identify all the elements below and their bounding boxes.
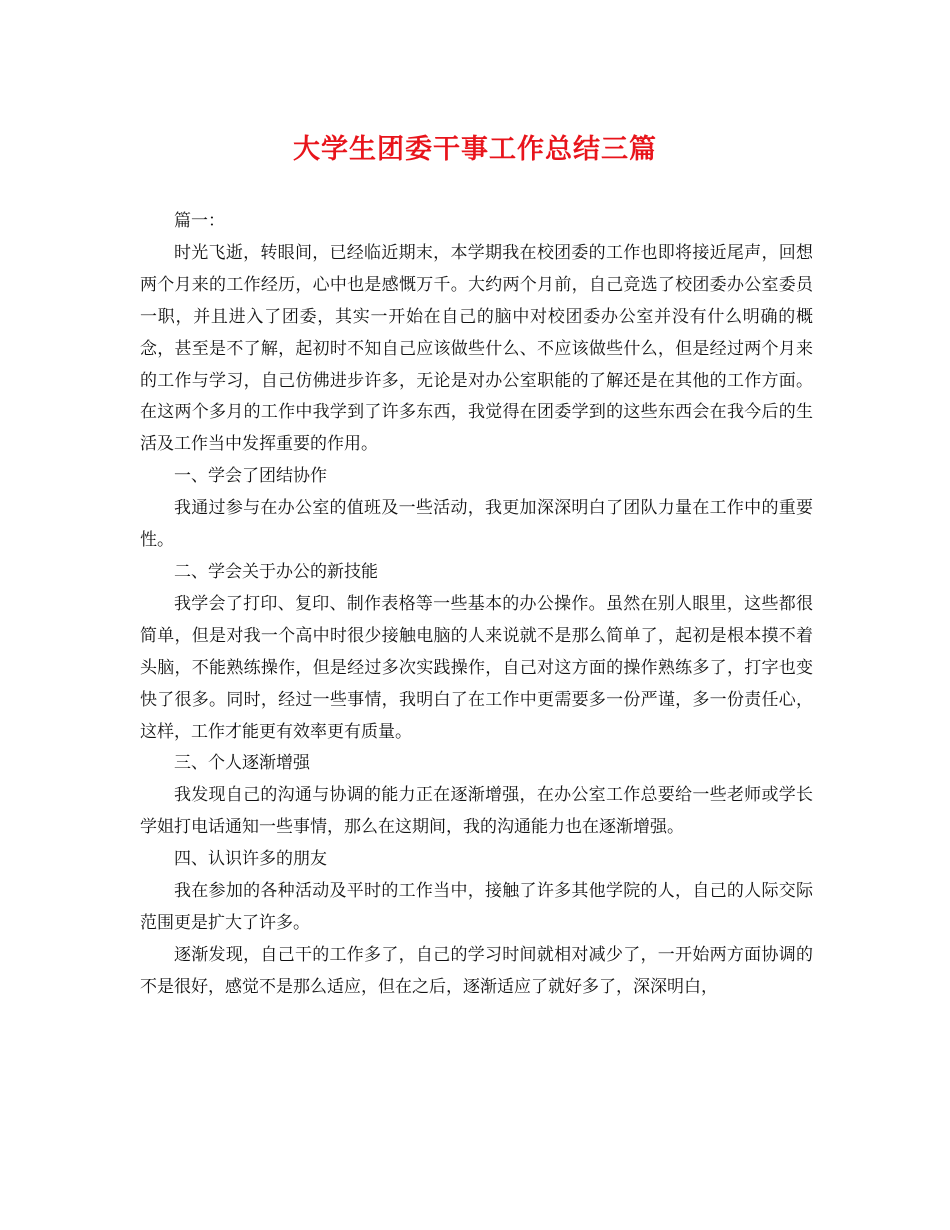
section-heading-personal-growth: 三、个人逐渐增强	[174, 753, 310, 774]
section-heading-teamwork: 一、学会了团结协作	[174, 466, 327, 487]
paragraph-office-skills: 我学会了打印、复印、制作表格等一些基本的办公操作。虽然在别人眼里，这些都很简单，但是对我一个高中时很少接触电脑的人来说就不是那么简单了，起初是根本摸不着头脑，不能熟练操作，但是经过多次实践操作，自己对这方面的操作熟练多了，打字也变快了很多。同时，经过一些事情，我明白了在工作中更需要多一份严谨，多一份责任心，这样，工作才能更有效率更有质量。	[140, 593, 813, 742]
paragraph-balance: 逐渐发现，自己干的工作多了，自己的学习时间就相对减少了，一开始两方面协调的不是很好，感觉不是那么适应，但在之后，逐渐适应了就好多了，深深明白，	[140, 944, 813, 997]
paragraph-heading-part-one: 篇一：	[174, 211, 225, 231]
document-body	[140, 206, 813, 1004]
paragraph-friends: 我在参加的各种活动及平时的工作当中，接触了许多其他学院的人，自己的人际交际范围更是扩大了许多。	[140, 881, 813, 933]
paragraph-intro: 时光飞逝，转眼间，已经临近期末，本学期我在校团委的工作也即将接近尾声，回想两个月来的工作经历，心中也是感慨万千。大约两个月前，自己竞选了校团委办公室委员一职，并且进入了团委，其实一开始在自己的脑中对校团委办公室并没有什么明确的概念，甚至是不了解，起初时不知自己应该做些什么、不应该做些什么，但是经过两个月来的工作与学习，自己仿佛进步许多，无论是对办公室职能的了解还是在其他的工作方面。在这两个多月的工作中我学到了许多东西，我觉得在团委学到的这些东西会在我今后的生活及工作当中发挥重要的作用。	[140, 242, 813, 455]
paragraph-personal-growth: 我发现自己的沟通与协调的能力正在逐渐增强，在办公室工作总要给一些老师或学长学姐打电话通知一些事情，那么在这期间，我的沟通能力也在逐渐增强。	[140, 785, 813, 838]
paragraph-teamwork: 我通过参与在办公室的值班及一些活动，我更加深深明白了团队力量在工作中的重要性。	[140, 498, 813, 551]
section-heading-office-skills: 二、学会关于办公的新技能	[174, 561, 378, 582]
document-title: 大学生团委干事工作总结三篇	[293, 134, 657, 165]
section-heading-friends: 四、认识许多的朋友	[174, 849, 327, 870]
